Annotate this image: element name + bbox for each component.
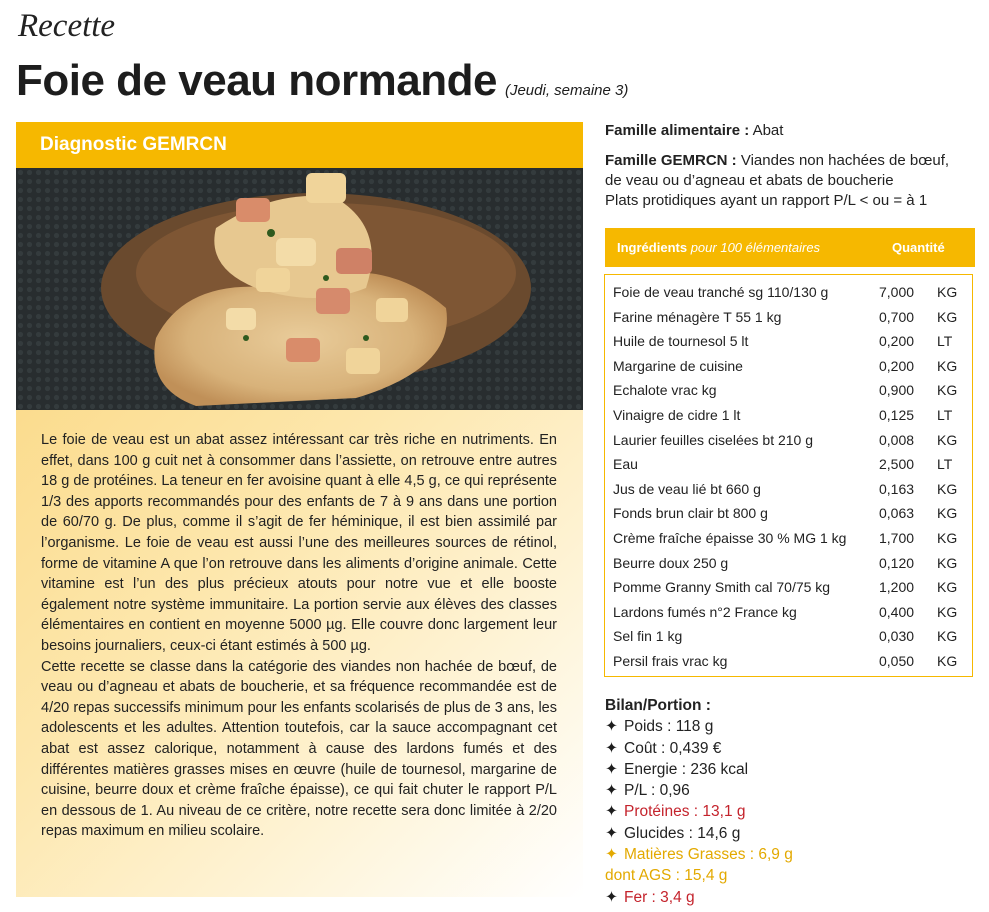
ingredient-row (605, 476, 972, 501)
ingredient-unit: KG (937, 357, 958, 374)
ingredient-row (605, 500, 972, 525)
bilan-poids-value: Poids : 118 g (624, 718, 714, 736)
ingredient-quantity: 0,030 (879, 628, 915, 645)
ingredient-name: Lardons fumés n°2 France kg (613, 603, 797, 620)
diagnostic-paragraph-2: Cette recette se classe dans la catégorie des viandes non hachée de bœuf, de veau ou d’agneau et abats de boucherie, et sa fréquence recommandée est de 4/20 repas successifs minimum pour les enfants scolarisés de plus de 3 ans, les adolescents et les adultes. Attention toutefois, car la sauce accompagnant cet abat est assez calorique, notamment à cause des lardons fumés et des différentes matières grasses mises en œuvre (huile de tournesol, margarine de cuisine, beurre doux et crème fraîche épaisse), ce qui fait chuter le rapport P/L en dessous de 1. Au niveau de ce critère, notre recette sera donc limitée à 2/20 repas maximum en milieu scolaire. (41, 658, 557, 840)
bilan-dont-ags-value: dont AGS : 15,4 g (605, 867, 728, 885)
bilan-proteines-value: Protéines : 13,1 g (624, 803, 746, 821)
ingredient-name: Pomme Granny Smith cal 70/75 kg (613, 579, 831, 596)
ingredient-row (605, 648, 972, 673)
star-bullet-icon: ✦ (605, 846, 618, 864)
bilan-glucides-value: Glucides : 14,6 g (624, 824, 741, 842)
ingredient-unit: KG (937, 603, 958, 620)
ingredient-unit: LT (937, 406, 953, 423)
ingredient-name: Crème fraîche épaisse 30 % MG 1 kg (613, 529, 847, 546)
ingredient-name: Persil frais vrac kg (613, 652, 728, 669)
ingredient-name: Beurre doux 250 g (613, 554, 729, 571)
ingredient-row (605, 574, 972, 599)
ingredient-quantity: 0,700 (879, 308, 915, 325)
ingredient-quantity: 0,200 (879, 333, 915, 350)
ingredients-col-label: Ingrédients (617, 240, 688, 255)
ingredient-unit: KG (937, 308, 958, 325)
bilan-dont-ags (605, 865, 793, 886)
ingredient-row (605, 353, 972, 378)
ingredient-name: Foie de veau tranché sg 110/130 g (613, 284, 829, 300)
ingredient-row (605, 550, 972, 575)
ingredients-rows (605, 279, 972, 673)
ingredient-name: Eau (613, 456, 638, 473)
ingredient-unit: KG (937, 480, 958, 497)
ingredient-name: Fonds brun clair bt 800 g (613, 505, 768, 522)
famille-gemrcn-value-1: Viandes non hachées de bœuf, (740, 152, 950, 169)
bilan-portion (605, 695, 793, 908)
ingredient-unit: KG (937, 529, 958, 546)
recipe-subtitle: (Jeudi, semaine 3) (504, 82, 629, 99)
bilan-title: Bilan/Portion : (605, 697, 711, 714)
bilan-cout-value: Coût : 0,439 € (624, 739, 722, 757)
ingredient-name: Echalote vrac kg (613, 382, 717, 399)
ingredient-unit: KG (937, 652, 958, 669)
bilan-fer (605, 887, 793, 908)
star-bullet-icon: ✦ (605, 888, 618, 906)
famille-gemrcn-value-2: de veau ou d’agneau et abats de boucherie (605, 172, 894, 189)
bilan-fer-value: Fer : 3,4 g (624, 888, 695, 906)
star-bullet-icon: ✦ (605, 824, 618, 842)
dish-photo (16, 168, 583, 410)
ingredient-row (605, 525, 972, 550)
ingredient-row (605, 427, 972, 452)
ingredient-row (605, 304, 972, 329)
famille-gemrcn (605, 151, 985, 211)
ingredient-quantity: 0,200 (879, 357, 915, 374)
ingredient-row (605, 451, 972, 476)
famille-alimentaire-value: Abat (752, 122, 784, 139)
bilan-proteines (605, 801, 793, 822)
ingredient-unit: KG (937, 431, 958, 448)
ingredient-name: Farine ménagère T 55 1 kg (613, 308, 782, 325)
ingredient-row (605, 599, 972, 624)
ingredient-name: Huile de tournesol 5 lt (613, 333, 749, 350)
ingredient-name: Jus de veau lié bt 660 g (613, 480, 761, 497)
bilan-pl (605, 780, 793, 801)
famille-gemrcn-label: Famille GEMRCN : (605, 152, 737, 169)
diagnostic-paragraph-1: Le foie de veau est un abat assez intéressant car très riche en nutriments. En effet, dans 100 g cuit net à consommer dans l’assiette, on retrouve entre autres 18 g de protéines. La teneur en fer avoisine quant à elle 4,5 g, ce qui représente 1/3 des apports recommandés pour des enfants de 7 à 9 ans dans une portion de 60/70 g. De plus, comme il s’agit de fer héminique, il est bien assimilé par l’organisme. Le foie de veau est aussi l’une des meilleures sources de rétinol, forme de vitamine A que l’on retrouve dans les aliments d’origine animale. Cette vitamine est l’un des plus précieux atouts pour notre vue et elle booste également notre système immunitaire. La portion servie aux élèves des classes élémentaires en contient en moyenne 5000 µg. Elle couvre donc largement leur besoins journaliers, ceux-ci étant estimés à 500 µg. (41, 432, 557, 654)
ingredient-quantity: 0,063 (879, 505, 915, 522)
ingredient-quantity: 0,900 (879, 382, 915, 399)
ingredient-unit: LT (937, 333, 953, 350)
ingredient-unit: KG (937, 628, 958, 645)
ingredient-row (605, 402, 972, 427)
ingredient-name: Vinaigre de cidre 1 lt (613, 406, 741, 423)
diagnostic-header (16, 122, 583, 168)
ingredient-quantity: 2,500 (879, 456, 915, 473)
ingredient-unit: KG (937, 284, 958, 300)
recipe-title-text: Foie de veau normande (16, 56, 497, 105)
ingredients-col-sub: pour 100 élémentaires (690, 240, 821, 255)
ingredient-quantity: 1,200 (879, 579, 915, 596)
ingredient-name: Laurier feuilles ciselées bt 210 g (613, 431, 814, 448)
quantity-col-header: Quantité (892, 240, 945, 255)
bilan-poids (605, 716, 793, 737)
ingredients-header (605, 228, 975, 267)
bilan-matieres-grasses-value: Matières Grasses : 6,9 g (624, 846, 793, 864)
ingredient-name: Margarine de cuisine (613, 357, 743, 374)
star-bullet-icon: ✦ (605, 760, 618, 778)
ingredients-table (604, 274, 973, 677)
ingredient-row (605, 328, 972, 353)
ingredient-unit: LT (937, 456, 953, 473)
ingredient-unit: KG (937, 505, 958, 522)
famille-alimentaire-label: Famille alimentaire : (605, 122, 750, 139)
diagnostic-heading: Diagnostic GEMRCN (40, 134, 227, 155)
star-bullet-icon: ✦ (605, 718, 618, 736)
bilan-energie-value: Energie : 236 kcal (624, 760, 749, 778)
ingredient-quantity: 0,120 (879, 554, 915, 571)
ingredient-quantity: 0,400 (879, 603, 915, 620)
ingredient-quantity: 0,125 (879, 406, 915, 423)
ingredient-unit: KG (937, 554, 958, 571)
ingredient-quantity: 0,163 (879, 480, 915, 497)
ingredient-quantity: 7,000 (879, 284, 915, 300)
ingredient-name: Sel fin 1 kg (613, 628, 683, 645)
star-bullet-icon: ✦ (605, 803, 618, 821)
bilan-cout (605, 738, 793, 759)
famille-alimentaire (605, 121, 985, 141)
dish-photo-image (16, 168, 583, 410)
ingredient-row (605, 623, 972, 648)
ingredient-row (605, 279, 972, 304)
bilan-matieres-grasses (605, 844, 793, 865)
ingredient-quantity: 0,050 (879, 652, 915, 669)
star-bullet-icon: ✦ (605, 739, 618, 757)
famille-gemrcn-value-3: Plats protidiques ayant un rapport P/L < ou = à 1 (605, 192, 928, 209)
ingredient-unit: KG (937, 579, 958, 596)
ingredients-col-header (617, 240, 820, 255)
ingredient-unit: KG (937, 382, 958, 399)
ingredient-quantity: 1,700 (879, 529, 915, 546)
section-kicker: Recette (18, 8, 116, 44)
bilan-pl-value: P/L : 0,96 (624, 782, 690, 800)
diagnostic-body (41, 430, 557, 842)
bilan-energie (605, 759, 793, 780)
bilan-glucides (605, 823, 793, 844)
ingredient-row (605, 377, 972, 402)
recipe-title (16, 56, 628, 106)
ingredient-quantity: 0,008 (879, 431, 915, 448)
star-bullet-icon: ✦ (605, 782, 618, 800)
